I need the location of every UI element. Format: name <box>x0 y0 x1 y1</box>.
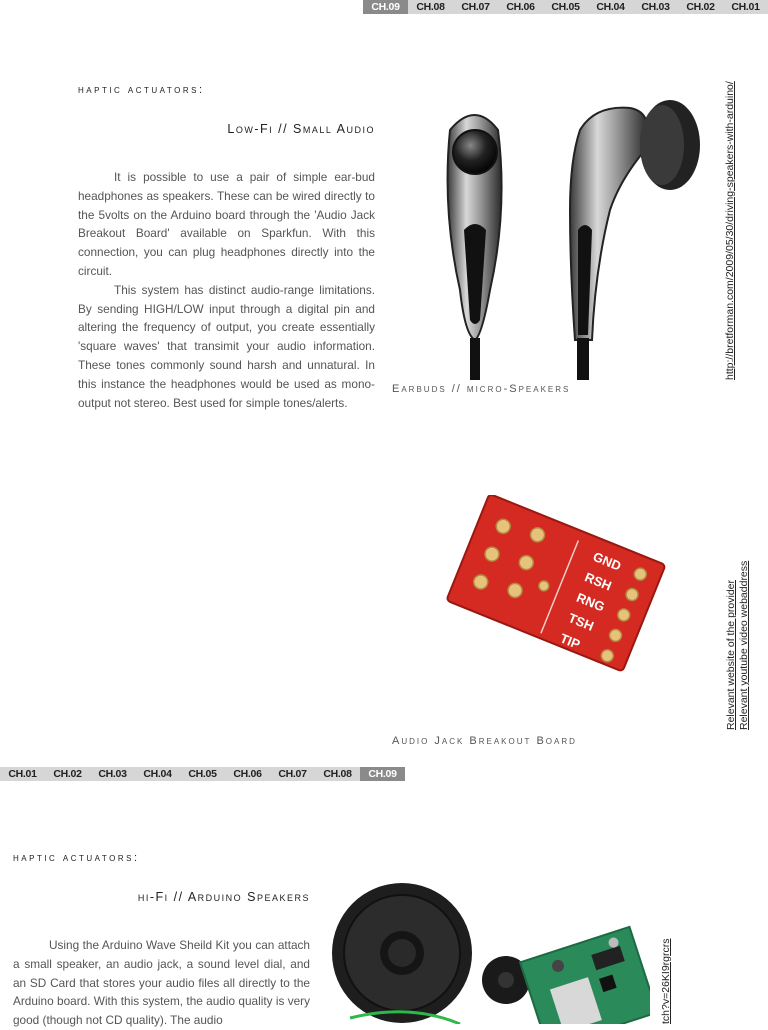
tab-ch05[interactable]: CH.05 <box>551 1 580 13</box>
tab-ch09[interactable]: CH.09 <box>363 0 408 14</box>
tab-ch05[interactable]: CH.05 <box>188 768 217 780</box>
tab-ch07[interactable]: CH.07 <box>461 1 490 13</box>
pin-label-tsh: TSH <box>566 610 596 634</box>
youtube-video-link[interactable]: tch?v=26KI9rgrcrs <box>660 938 672 1024</box>
section-subheader: Low-Fi // Small Audio <box>227 122 375 136</box>
pin-label-rsh: RSH <box>582 569 614 594</box>
pin-label-rng: RNG <box>574 589 607 615</box>
tab-ch03[interactable]: CH.03 <box>641 1 670 13</box>
paragraph: This system has distinct audio-range limitations. By sending HIGH/LOW input through a digital pin and altering the frequency of output, you create essentially 'square waves' that transimit your audio information. These tones commonly sound harsh and unnatural. In this instance the headphones would be used as mono-output not stereo. Best used for simple tones/alerts. <box>78 282 375 410</box>
speaker-image <box>330 878 475 1024</box>
tab-ch04[interactable]: CH.04 <box>596 1 625 13</box>
tab-ch02[interactable]: CH.02 <box>53 768 82 780</box>
bottom-chapter-tabs <box>0 767 405 781</box>
tab-ch06[interactable]: CH.06 <box>506 1 535 13</box>
tab-ch06[interactable]: CH.06 <box>233 768 262 780</box>
wave-shield-image <box>480 925 650 1024</box>
paragraph: It is possible to use a pair of simple ear-bud headphones as speakers. These can be wired directly to the 5volts on the Arduino board through the 'Audio Jack Breakout Board' available on Sparkfun. With this connection, you can plug headphones directly into the circuit. <box>78 170 375 278</box>
provider-website-link[interactable]: Relevant website of the provider <box>725 580 737 730</box>
tab-ch07[interactable]: CH.07 <box>278 768 307 780</box>
tab-ch01[interactable]: CH.01 <box>8 768 37 780</box>
top-chapter-tabs <box>363 0 768 14</box>
section-subheader: hi-Fi // Arduino Speakers <box>137 890 310 904</box>
pin-label-gnd: GND <box>590 548 624 574</box>
earbuds-image <box>420 90 710 380</box>
board-caption: Audio Jack Breakout Board <box>392 735 577 747</box>
tab-ch09[interactable]: CH.09 <box>360 767 405 781</box>
tab-ch01[interactable]: CH.01 <box>731 1 760 13</box>
youtube-video-link[interactable]: Relevant youtube video webaddress <box>738 560 750 730</box>
tab-ch08[interactable]: CH.08 <box>323 768 352 780</box>
provider-url-link[interactable]: http://bretforman.com/2009/05/30/driving-speakers-with-arduino/ <box>724 81 736 380</box>
tab-ch02[interactable]: CH.02 <box>686 1 715 13</box>
section-header: haptic actuators: <box>78 84 205 96</box>
tab-ch03[interactable]: CH.03 <box>98 768 127 780</box>
tab-ch04[interactable]: CH.04 <box>143 768 172 780</box>
breakout-board-image <box>440 495 670 675</box>
pin-label-tip: TIP <box>557 630 583 653</box>
earbuds-caption: Earbuds // micro-Speakers <box>392 383 571 395</box>
paragraph: Using the Arduino Wave Sheild Kit you can attach a small speaker, an audio jack, a sound level dial, and an SD Card that stores your audio files all directly to the Arduino board. With this system, the audio quality is very good (though not CD quality). The audio <box>13 938 310 1028</box>
body-text <box>13 936 310 1030</box>
section-header: haptic actuators: <box>13 852 140 864</box>
tab-ch08[interactable]: CH.08 <box>416 1 445 13</box>
body-text <box>78 168 375 412</box>
